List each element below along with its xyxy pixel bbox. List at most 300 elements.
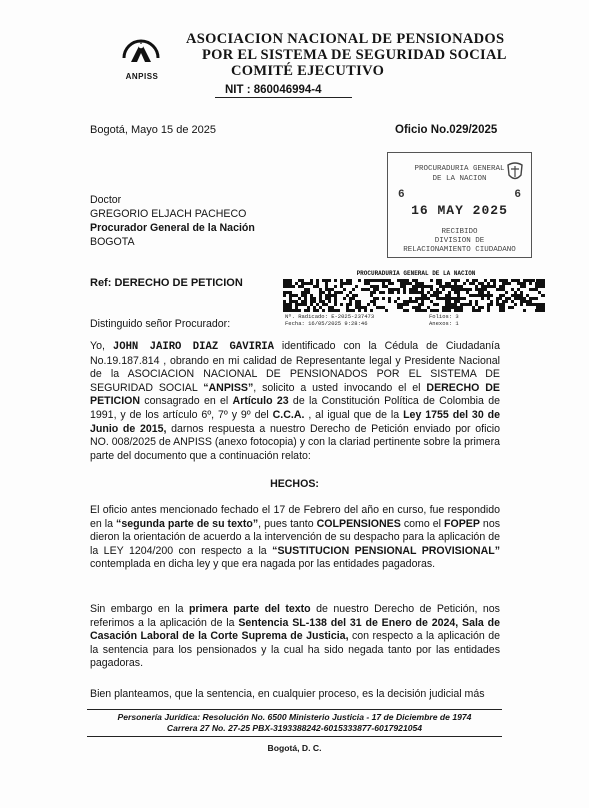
barcode-module: [304, 303, 307, 306]
barcode-module: [370, 279, 373, 282]
petitioner-name: JOHN JAIRO DIAZ GAVIRIA: [112, 341, 275, 353]
barcode-module: [346, 309, 349, 312]
barcode-module: [478, 288, 481, 291]
barcode-module: [511, 279, 514, 282]
barcode-module: [325, 303, 328, 306]
barcode-module: [400, 303, 403, 306]
barcode-module: [400, 282, 403, 285]
barcode-module: [466, 303, 469, 306]
barcode-module: [499, 297, 502, 300]
body-paragraph-1: Yo, JOHN JAIRO DIAZ GAVIRIA identificado con la Cédula de Ciudadanía No.19.187.814 , obrando en mi calidad de Representante legal y Presidente Nacional de la ASOCIACION NACIONAL DE PENSIONADOS POR EL SISTEMA DE SEGURIDAD SOCIAL “ANPISS”, solicito a usted invocando el el DERECHO DE PETICION consagrado en el Artículo 23 de la Constitución Política de Colombia de 1991, y de los artículo 6º, 7º y 9º del C.C.A. , al igual que de la Ley 1755 del 30 de Junio de 2015, darnos respuesta a nuestro Derecho de Petición enviado por oficio NO. 008/2025 de ANPISS (anexo fotocopia) y con la clariad pertinente sobre la primera parte del documento que a continuación relato:: [90, 340, 501, 462]
barcode-module: [382, 306, 385, 309]
barcode-module: [484, 279, 487, 282]
barcode-module: [310, 297, 313, 300]
barcode-module: [472, 306, 475, 309]
barcode-module: [409, 282, 412, 285]
barcode-module: [529, 279, 532, 282]
barcode-module: [358, 306, 361, 309]
barcode-module: [460, 309, 463, 312]
barcode-module: [361, 306, 364, 309]
barcode-module: [430, 294, 433, 297]
barcode-module: [460, 297, 463, 300]
barcode-module: [496, 288, 499, 291]
barcode-module: [385, 285, 388, 288]
barcode-module: [520, 300, 523, 303]
barcode-module: [397, 306, 400, 309]
barcode-module: [406, 303, 409, 306]
barcode-module: [421, 297, 424, 300]
barcode-module: [361, 288, 364, 291]
barcode-module: [454, 291, 457, 294]
barcode-module: [298, 297, 301, 300]
logo-text: ANPISS: [125, 72, 159, 81]
barcode-module: [457, 297, 460, 300]
barcode-module: [310, 279, 313, 282]
barcode-module: [418, 309, 421, 312]
barcode-module: [415, 291, 418, 294]
letterhead-line-2: POR EL SISTEMA DE SEGURIDAD SOCIAL: [202, 47, 507, 63]
barcode-module: [478, 306, 481, 309]
barcode-module: [511, 300, 514, 303]
barcode-module: [406, 300, 409, 303]
barcode-module: [427, 306, 430, 309]
barcode-module: [388, 297, 391, 300]
barcode-module: [436, 279, 439, 282]
addressee-name: GREGORIO ELJACH PACHECO: [90, 208, 247, 220]
barcode-module: [379, 306, 382, 309]
barcode-module: [460, 306, 463, 309]
barcode: [283, 279, 545, 312]
barcode-module: [469, 288, 472, 291]
barcode-module: [352, 288, 355, 291]
barcode-module: [400, 285, 403, 288]
barcode-module: [379, 279, 382, 282]
barcode-module: [310, 282, 313, 285]
barcode-module: [427, 285, 430, 288]
barcode-module: [502, 309, 505, 312]
barcode-module: [505, 279, 508, 282]
barcode-module: [526, 279, 529, 282]
barcode-module: [370, 294, 373, 297]
footer-line-1: Personería Jurídica: Resolución No. 6500 Ministerio Justicia - 17 de Diciembre de 1974: [117, 712, 472, 722]
barcode-module: [499, 285, 502, 288]
barcode-module: [319, 300, 322, 303]
barcode-module: [487, 291, 490, 294]
barcode-module: [301, 303, 304, 306]
barcode-module: [403, 303, 406, 306]
barcode-module: [481, 288, 484, 291]
barcode-module: [370, 300, 373, 303]
barcode-module: [448, 306, 451, 309]
barcode-module: [301, 300, 304, 303]
barcode-module: [301, 294, 304, 297]
barcode-module: [433, 294, 436, 297]
barcode-module: [448, 285, 451, 288]
barcode-module: [466, 291, 469, 294]
barcode-module: [349, 300, 352, 303]
barcode-module: [430, 300, 433, 303]
barcode-module: [325, 294, 328, 297]
barcode-finder: [536, 303, 545, 312]
barcode-module: [499, 306, 502, 309]
barcode-module: [529, 288, 532, 291]
barcode-module: [520, 303, 523, 306]
barcode-module: [421, 291, 424, 294]
radicado-date: Fecha: 16/05/2025 9:28:46: [285, 320, 368, 327]
barcode-module: [307, 288, 310, 291]
barcode-module: [520, 297, 523, 300]
footer-rule-top: [87, 709, 502, 710]
barcode-module: [415, 300, 418, 303]
barcode-module: [448, 297, 451, 300]
barcode-module: [445, 285, 448, 288]
barcode-module: [439, 297, 442, 300]
barcode-module: [523, 285, 526, 288]
barcode-module: [283, 291, 286, 294]
barcode-module: [322, 303, 325, 306]
barcode-module: [487, 309, 490, 312]
barcode-module: [436, 282, 439, 285]
barcode-module: [370, 285, 373, 288]
barcode-module: [397, 291, 400, 294]
radicado-anexos: Anexos: 1: [429, 320, 459, 327]
barcode-module: [415, 288, 418, 291]
barcode-module: [433, 309, 436, 312]
barcode-module: [502, 288, 505, 291]
stamp-line-2: DE LA NACION: [432, 175, 487, 183]
barcode-module: [397, 303, 400, 306]
barcode-module: [409, 300, 412, 303]
barcode-module: [481, 285, 484, 288]
barcode-module: [346, 279, 349, 282]
stamp-line-3: RECIBIDO: [441, 228, 478, 236]
barcode-module: [373, 291, 376, 294]
barcode-module: [298, 309, 301, 312]
barcode-module: [349, 309, 352, 312]
barcode-module: [301, 285, 304, 288]
nit-underline: [215, 97, 352, 98]
barcode-module: [391, 291, 394, 294]
barcode-module: [439, 291, 442, 294]
barcode-module: [421, 282, 424, 285]
barcode-module: [415, 297, 418, 300]
barcode-module: [520, 291, 523, 294]
barcode-module: [475, 300, 478, 303]
letterhead-line-3: COMITÉ EJECUTIVO: [231, 63, 385, 79]
barcode-module: [487, 285, 490, 288]
barcode-module: [457, 306, 460, 309]
barcode-module: [388, 291, 391, 294]
barcode-module: [334, 285, 337, 288]
barcode-module: [481, 291, 484, 294]
barcode-module: [340, 285, 343, 288]
reception-stamp: [387, 152, 532, 258]
barcode-module: [454, 282, 457, 285]
barcode-module: [307, 282, 310, 285]
radicado-sticker: [279, 270, 569, 330]
barcode-module: [502, 294, 505, 297]
barcode-module: [424, 309, 427, 312]
barcode-module: [403, 279, 406, 282]
barcode-module: [406, 309, 409, 312]
barcode-module: [376, 297, 379, 300]
barcode-module: [289, 291, 292, 294]
barcode-module: [466, 288, 469, 291]
barcode-module: [370, 291, 373, 294]
barcode-module: [307, 291, 310, 294]
barcode-module: [346, 306, 349, 309]
barcode-module: [283, 300, 286, 303]
barcode-module: [493, 285, 496, 288]
barcode-finder: [283, 303, 292, 312]
barcode-module: [487, 282, 490, 285]
barcode-module: [445, 309, 448, 312]
barcode-module: [457, 300, 460, 303]
barcode-module: [340, 291, 343, 294]
barcode-module: [502, 306, 505, 309]
barcode-module: [445, 282, 448, 285]
barcode-module: [376, 279, 379, 282]
barcode-module: [388, 279, 391, 282]
barcode-module: [451, 288, 454, 291]
barcode-module: [448, 300, 451, 303]
barcode-module: [310, 294, 313, 297]
barcode-module: [298, 303, 301, 306]
barcode-module: [391, 282, 394, 285]
barcode-module: [526, 303, 529, 306]
barcode-module: [523, 297, 526, 300]
barcode-module: [517, 294, 520, 297]
barcode-module: [448, 303, 451, 306]
barcode-module: [415, 309, 418, 312]
barcode-module: [301, 279, 304, 282]
barcode-module: [511, 288, 514, 291]
barcode-module: [397, 279, 400, 282]
barcode-module: [349, 291, 352, 294]
reference-line: Ref: DERECHO DE PETICION: [90, 277, 243, 289]
barcode-module: [403, 285, 406, 288]
barcode-module: [490, 279, 493, 282]
barcode-module: [355, 306, 358, 309]
barcode-module: [364, 306, 367, 309]
barcode-module: [331, 306, 334, 309]
barcode-module: [355, 303, 358, 306]
barcode-module: [436, 309, 439, 312]
barcode-module: [412, 285, 415, 288]
barcode-module: [283, 294, 286, 297]
barcode-module: [460, 285, 463, 288]
barcode-module: [292, 309, 295, 312]
barcode-module: [469, 294, 472, 297]
barcode-module: [313, 306, 316, 309]
barcode-module: [499, 288, 502, 291]
barcode-module: [310, 303, 313, 306]
barcode-module: [319, 306, 322, 309]
barcode-module: [367, 288, 370, 291]
barcode-module: [505, 297, 508, 300]
barcode-module: [541, 294, 544, 297]
barcode-module: [328, 291, 331, 294]
barcode-module: [436, 294, 439, 297]
barcode-module: [433, 291, 436, 294]
barcode-module: [307, 309, 310, 312]
barcode-module: [523, 300, 526, 303]
barcode-module: [412, 306, 415, 309]
barcode-module: [394, 300, 397, 303]
barcode-module: [502, 300, 505, 303]
barcode-module: [472, 309, 475, 312]
barcode-module: [421, 294, 424, 297]
barcode-module: [439, 285, 442, 288]
addressee-title: Doctor: [90, 194, 122, 206]
barcode-module: [343, 297, 346, 300]
radicado-folios: Folios: 3: [429, 313, 459, 320]
barcode-module: [382, 297, 385, 300]
radicado-header: PROCURADURIA GENERAL DE LA NACION: [356, 270, 476, 277]
barcode-module: [355, 294, 358, 297]
barcode-module: [418, 282, 421, 285]
barcode-module: [325, 279, 328, 282]
barcode-module: [322, 291, 325, 294]
barcode-module: [328, 294, 331, 297]
barcode-module: [430, 309, 433, 312]
barcode-module: [373, 300, 376, 303]
barcode-module: [382, 285, 385, 288]
barcode-module: [316, 282, 319, 285]
barcode-module: [445, 303, 448, 306]
oficio-number: Oficio No.029/2025: [395, 124, 498, 136]
barcode-module: [427, 297, 430, 300]
barcode-module: [493, 282, 496, 285]
barcode-module: [304, 294, 307, 297]
barcode-module: [454, 288, 457, 291]
barcode-module: [289, 294, 292, 297]
barcode-module: [454, 279, 457, 282]
barcode-module: [490, 300, 493, 303]
barcode-module: [367, 279, 370, 282]
barcode-module: [304, 297, 307, 300]
barcode-module: [334, 300, 337, 303]
barcode-module: [358, 309, 361, 312]
barcode-module: [403, 288, 406, 291]
barcode-module: [451, 306, 454, 309]
barcode-module: [499, 303, 502, 306]
barcode-module: [400, 306, 403, 309]
barcode-module: [448, 294, 451, 297]
barcode-module: [535, 288, 538, 291]
barcode-module: [295, 294, 298, 297]
barcode-module: [463, 303, 466, 306]
barcode-module: [364, 279, 367, 282]
barcode-module: [433, 303, 436, 306]
barcode-module: [292, 300, 295, 303]
barcode-module: [343, 282, 346, 285]
barcode-module: [511, 306, 514, 309]
barcode-module: [295, 303, 298, 306]
barcode-module: [403, 291, 406, 294]
body-paragraph-2: El oficio antes mencionado fechado el 17 de Febrero del año en curso, fue respondido en la “segunda parte de su texto”, pues tanto COLPENSIONES como el FOPEP nos dieron la orientación de acuerdo a la intervención de su despacho para la aplicación de la LEY 1204/200 con respecto a la “SUSTITUCION PENSIONAL PROVISIONAL” contemplada en dicha ley y que era nagada por las entidades pagadoras.: [90, 504, 501, 571]
barcode-module: [421, 303, 424, 306]
barcode-module: [523, 279, 526, 282]
barcode-module: [316, 285, 319, 288]
barcode-module: [496, 300, 499, 303]
barcode-module: [400, 279, 403, 282]
barcode-module: [382, 291, 385, 294]
barcode-module: [409, 297, 412, 300]
barcode-finder: [283, 279, 292, 288]
barcode-module: [499, 309, 502, 312]
barcode-module: [469, 300, 472, 303]
barcode-module: [517, 279, 520, 282]
barcode-module: [340, 282, 343, 285]
barcode-module: [442, 306, 445, 309]
barcode-module: [436, 297, 439, 300]
barcode-module: [457, 291, 460, 294]
barcode-module: [424, 294, 427, 297]
barcode-module: [397, 288, 400, 291]
barcode-module: [514, 294, 517, 297]
barcode-module: [526, 294, 529, 297]
barcode-module: [451, 303, 454, 306]
barcode-module: [289, 297, 292, 300]
greeting: Distinguido señor Procurador:: [90, 318, 231, 330]
barcode-module: [382, 279, 385, 282]
barcode-module: [304, 288, 307, 291]
barcode-module: [364, 288, 367, 291]
barcode-module: [544, 294, 545, 297]
barcode-module: [334, 294, 337, 297]
barcode-module: [475, 303, 478, 306]
barcode-module: [322, 300, 325, 303]
barcode-module: [313, 309, 316, 312]
barcode-module: [346, 282, 349, 285]
barcode-module: [520, 294, 523, 297]
barcode-module: [328, 300, 331, 303]
barcode-module: [502, 285, 505, 288]
barcode-module: [322, 279, 325, 282]
barcode-module: [505, 282, 508, 285]
barcode-module: [340, 303, 343, 306]
barcode-module: [292, 285, 295, 288]
barcode-module: [292, 294, 295, 297]
barcode-module: [349, 297, 352, 300]
barcode-module: [316, 309, 319, 312]
date-line: Bogotá, Mayo 15 de 2025: [90, 124, 216, 136]
barcode-module: [319, 288, 322, 291]
barcode-module: [523, 282, 526, 285]
barcode-module: [514, 303, 517, 306]
barcode-module: [370, 309, 373, 312]
barcode-module: [418, 291, 421, 294]
barcode-module: [442, 288, 445, 291]
barcode-module: [295, 300, 298, 303]
barcode-module: [325, 282, 328, 285]
barcode-module: [454, 303, 457, 306]
barcode-module: [454, 285, 457, 288]
barcode-module: [313, 285, 316, 288]
barcode-module: [364, 282, 367, 285]
barcode-module: [430, 279, 433, 282]
barcode-module: [457, 285, 460, 288]
barcode-module: [295, 309, 298, 312]
barcode-module: [484, 294, 487, 297]
barcode-module: [418, 285, 421, 288]
barcode-module: [373, 297, 376, 300]
barcode-module: [430, 285, 433, 288]
barcode-module: [529, 297, 532, 300]
barcode-module: [373, 285, 376, 288]
barcode-module: [481, 294, 484, 297]
